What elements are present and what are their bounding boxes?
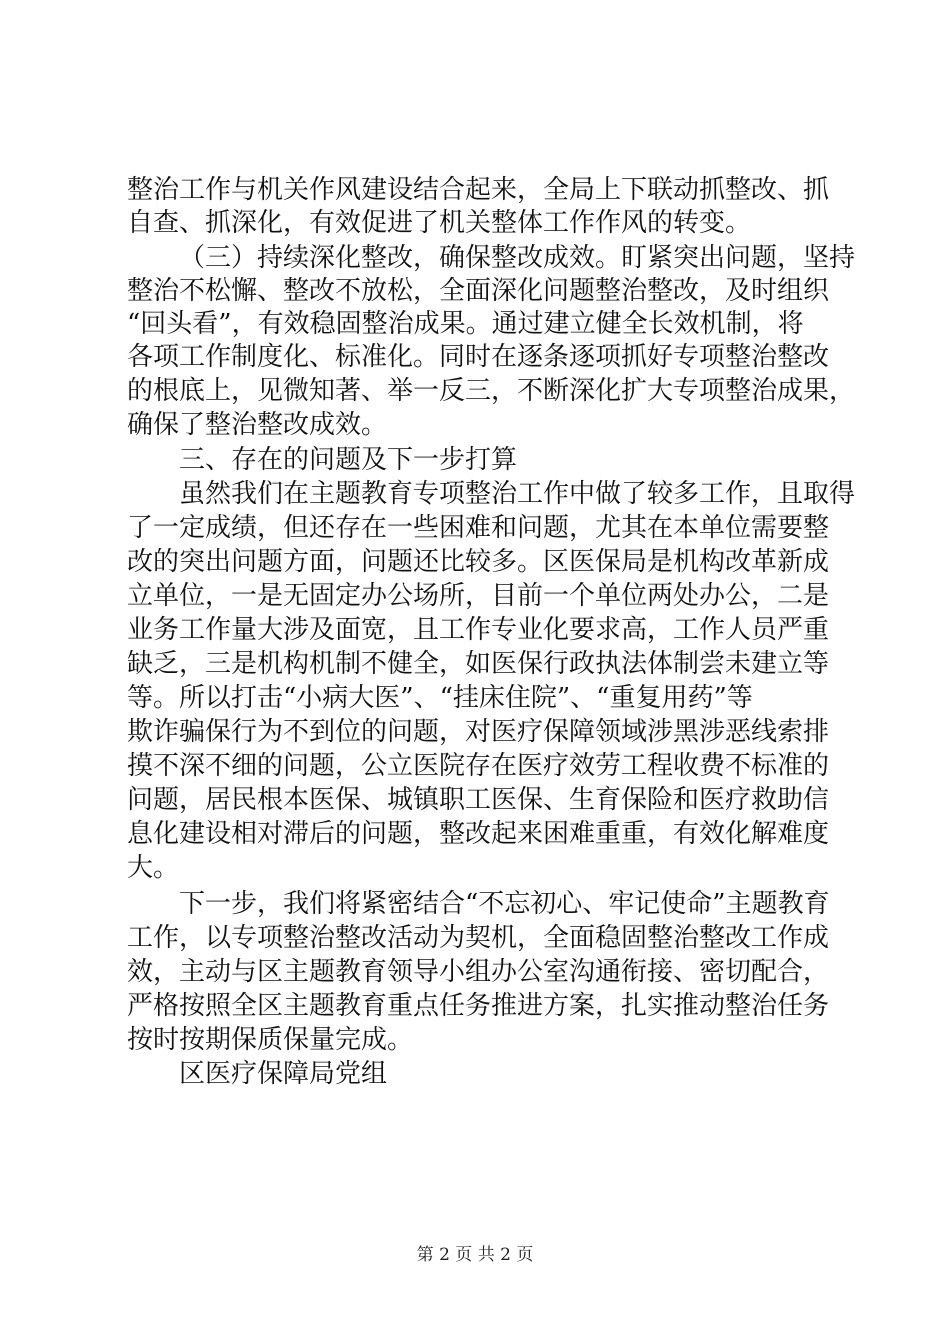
signature-line: 区医疗保障局党组 [179, 1059, 388, 1089]
body-text-line: 按时按期保质保量完成。 [127, 1025, 414, 1055]
body-text-line: 工作，以专项整治整改活动为契机，全面稳固整治整改工作成 [127, 923, 830, 953]
page-number-footer: 第 2 页 共 2 页 [416, 1245, 534, 1265]
body-text-line: 缺乏，三是机构机制不健全，如医保行政执法体制尝未建立等 [127, 649, 830, 679]
body-text-line: 息化建设相对滞后的问题，整改起来困难重重，有效化解难度 [127, 819, 830, 849]
body-text-line: 大。 [127, 853, 180, 883]
body-text-line: 效，主动与区主题教育领导小组办公室沟通衔接、密切配合， [127, 957, 830, 987]
section-heading: 三、存在的问题及下一步打算 [179, 445, 518, 475]
body-text-line: 严格按照全区主题教育重点任务推进方案，扎实推动整治任务 [127, 991, 830, 1021]
body-text-line: 业务工作量大涉及面宽，且工作专业化要求高，工作人员严重 [127, 615, 830, 645]
body-text-line: 确保了整治整改成效。 [127, 410, 388, 440]
body-text-line: 下一步，我们将紧密结合“不忘初心、牢记使命”主题教育 [179, 889, 830, 919]
body-text-line: 整治不松懈、整改不放松，全面深化问题整治整改，及时组织 [127, 276, 830, 306]
body-text-line: 自查、抓深化，有效促进了机关整体工作作风的转变。 [127, 208, 752, 238]
body-text-line: （三）持续深化整改，确保整改成效。盯紧突出问题，坚持 [179, 243, 856, 273]
body-text-line: 欺诈骗保行为不到位的问题，对医疗保障领域涉黑涉恶线索排 [127, 717, 830, 747]
body-text-line: 了一定成绩，但还存在一些困难和问题，尤其在本单位需要整 [127, 513, 830, 543]
body-text-line: “回头看”，有效稳固整治成果。通过建立健全长效机制，将 [127, 309, 804, 339]
body-text-line: 等。所以打击“小病大医”、“挂床住院”、“重复用药”等 [127, 683, 753, 713]
body-text-line: 各项工作制度化、标准化。同时在逐条逐项抓好专项整治整改 [127, 342, 830, 372]
body-text-line: 虽然我们在主题教育专项整治工作中做了较多工作，且取得 [179, 479, 856, 509]
body-text-line: 改的突出问题方面，问题还比较多。区医保局是机构改革新成 [127, 547, 830, 577]
body-text-line: 整治工作与机关作风建设结合起来，全局上下联动抓整改、抓 [127, 175, 830, 205]
body-text-line: 摸不深不细的问题，公立医院存在医疗效劳工程收费不标准的 [127, 751, 830, 781]
body-text-line: 立单位，一是无固定办公场所，目前一个单位两处办公，二是 [127, 581, 830, 611]
body-text-line: 的根底上，见微知著、举一反三，不断深化扩大专项整治成果， [127, 376, 856, 406]
body-text-line: 问题，居民根本医保、城镇职工医保、生育保险和医疗救助信 [127, 785, 830, 815]
